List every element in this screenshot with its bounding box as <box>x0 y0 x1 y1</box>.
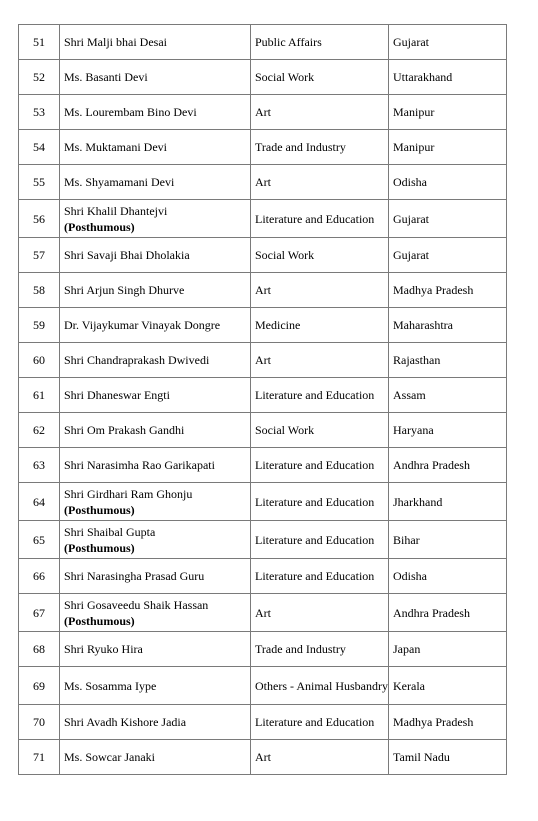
state-cell: Assam <box>389 378 507 413</box>
posthumous-note: (Posthumous) <box>64 502 135 517</box>
table-row <box>19 632 507 667</box>
awardee-name: Shri Ryuko Hira <box>64 642 143 656</box>
serial-number-cell: 52 <box>19 60 60 95</box>
field-cell: Art <box>251 594 389 632</box>
state-cell: Manipur <box>389 130 507 165</box>
name-cell <box>60 483 251 521</box>
field-cell: Literature and Education <box>251 559 389 594</box>
name-cell <box>60 413 251 448</box>
table-row <box>19 740 507 775</box>
serial-number-cell: 62 <box>19 413 60 448</box>
awardees-table-body <box>19 25 507 775</box>
name-cell <box>60 740 251 775</box>
awardee-name: Shri Narasimha Rao Garikapati <box>64 458 215 472</box>
awardees-table <box>18 24 507 775</box>
state-cell: Rajasthan <box>389 343 507 378</box>
table-row <box>19 483 507 521</box>
table-row <box>19 667 507 705</box>
state-cell: Madhya Pradesh <box>389 273 507 308</box>
posthumous-note: (Posthumous) <box>64 219 135 234</box>
awardee-name: Shri Girdhari Ram Ghonju <box>64 486 193 501</box>
awardee-name: Ms. Muktamani Devi <box>64 140 167 154</box>
table-row <box>19 448 507 483</box>
awardee-name: Shri Arjun Singh Dhurve <box>64 283 185 297</box>
table-row <box>19 343 507 378</box>
table-row <box>19 165 507 200</box>
table-row <box>19 25 507 60</box>
serial-number-cell: 60 <box>19 343 60 378</box>
serial-number-cell: 70 <box>19 705 60 740</box>
awardee-name: Ms. Shyamamani Devi <box>64 175 175 189</box>
field-cell: Medicine <box>251 308 389 343</box>
table-row <box>19 200 507 238</box>
serial-number-cell: 58 <box>19 273 60 308</box>
serial-number-cell: 61 <box>19 378 60 413</box>
serial-number-cell: 57 <box>19 238 60 273</box>
posthumous-note: (Posthumous) <box>64 540 135 555</box>
awardee-name: Shri Narasingha Prasad Guru <box>64 569 205 583</box>
state-cell: Odisha <box>389 559 507 594</box>
table-row <box>19 521 507 559</box>
field-cell: Social Work <box>251 238 389 273</box>
state-cell: Bihar <box>389 521 507 559</box>
state-cell: Japan <box>389 632 507 667</box>
posthumous-note: (Posthumous) <box>64 613 135 628</box>
field-cell: Social Work <box>251 413 389 448</box>
state-cell: Tamil Nadu <box>389 740 507 775</box>
serial-number-cell: 59 <box>19 308 60 343</box>
serial-number-cell: 68 <box>19 632 60 667</box>
state-cell: Kerala <box>389 667 507 705</box>
state-cell: Odisha <box>389 165 507 200</box>
field-cell: Art <box>251 165 389 200</box>
table-row <box>19 308 507 343</box>
name-cell <box>60 130 251 165</box>
name-cell <box>60 165 251 200</box>
table-row <box>19 95 507 130</box>
state-cell: Uttarakhand <box>389 60 507 95</box>
serial-number-cell: 71 <box>19 740 60 775</box>
table-row <box>19 238 507 273</box>
field-cell: Trade and Industry <box>251 632 389 667</box>
awardee-name: Shri Dhaneswar Engti <box>64 388 170 402</box>
awardee-name: Ms. Sosamma Iype <box>64 678 157 693</box>
awardee-name: Shri Avadh Kishore Jadia <box>64 715 187 729</box>
name-cell <box>60 521 251 559</box>
state-cell: Maharashtra <box>389 308 507 343</box>
awardee-name: Shri Khalil Dhantejvi <box>64 203 168 218</box>
name-cell <box>60 60 251 95</box>
table-row <box>19 130 507 165</box>
field-cell: Social Work <box>251 60 389 95</box>
serial-number-cell: 53 <box>19 95 60 130</box>
field-cell: Literature and Education <box>251 378 389 413</box>
awardee-name: Ms. Lourembam Bino Devi <box>64 105 197 119</box>
awardee-name: Ms. Sowcar Janaki <box>64 750 155 764</box>
awardee-name: Shri Chandraprakash Dwivedi <box>64 353 210 367</box>
awardee-name: Dr. Vijaykumar Vinayak Dongre <box>64 318 221 332</box>
field-cell: Art <box>251 343 389 378</box>
name-cell <box>60 632 251 667</box>
name-cell <box>60 308 251 343</box>
awardee-name: Shri Gosaveedu Shaik Hassan <box>64 597 209 612</box>
serial-number-cell: 55 <box>19 165 60 200</box>
table-row <box>19 273 507 308</box>
awardee-name: Shri Malji bhai Desai <box>64 35 167 49</box>
serial-number-cell: 54 <box>19 130 60 165</box>
state-cell: Manipur <box>389 95 507 130</box>
state-cell: Gujarat <box>389 200 507 238</box>
serial-number-cell: 69 <box>19 667 60 705</box>
name-cell <box>60 95 251 130</box>
serial-number-cell: 64 <box>19 483 60 521</box>
table-row <box>19 413 507 448</box>
field-cell: Art <box>251 740 389 775</box>
field-cell: Literature and Education <box>251 521 389 559</box>
field-cell: Literature and Education <box>251 483 389 521</box>
name-cell <box>60 25 251 60</box>
name-cell <box>60 667 251 705</box>
name-cell <box>60 448 251 483</box>
field-cell: Literature and Education <box>251 200 389 238</box>
name-cell <box>60 705 251 740</box>
table-row <box>19 594 507 632</box>
name-cell <box>60 238 251 273</box>
state-cell: Haryana <box>389 413 507 448</box>
field-cell: Literature and Education <box>251 448 389 483</box>
state-cell: Madhya Pradesh <box>389 705 507 740</box>
state-cell: Jharkhand <box>389 483 507 521</box>
field-cell: Art <box>251 95 389 130</box>
serial-number-cell: 67 <box>19 594 60 632</box>
state-cell: Andhra Pradesh <box>389 448 507 483</box>
name-cell <box>60 200 251 238</box>
serial-number-cell: 63 <box>19 448 60 483</box>
state-cell: Andhra Pradesh <box>389 594 507 632</box>
name-cell <box>60 594 251 632</box>
field-cell: Trade and Industry <box>251 130 389 165</box>
state-cell: Gujarat <box>389 238 507 273</box>
field-cell: Art <box>251 273 389 308</box>
awardee-name: Shri Shaibal Gupta <box>64 524 156 539</box>
serial-number-cell: 56 <box>19 200 60 238</box>
awardee-name: Shri Om Prakash Gandhi <box>64 423 185 437</box>
name-cell <box>60 378 251 413</box>
serial-number-cell: 51 <box>19 25 60 60</box>
serial-number-cell: 65 <box>19 521 60 559</box>
state-cell: Gujarat <box>389 25 507 60</box>
field-cell: Others - Animal Husbandry <box>251 667 389 705</box>
field-cell: Literature and Education <box>251 705 389 740</box>
table-row <box>19 705 507 740</box>
awardee-name: Ms. Basanti Devi <box>64 70 148 84</box>
field-cell: Public Affairs <box>251 25 389 60</box>
name-cell <box>60 343 251 378</box>
name-cell <box>60 559 251 594</box>
name-cell <box>60 273 251 308</box>
serial-number-cell: 66 <box>19 559 60 594</box>
table-row <box>19 378 507 413</box>
awardee-name: Shri Savaji Bhai Dholakia <box>64 248 190 262</box>
table-row <box>19 60 507 95</box>
table-row <box>19 559 507 594</box>
